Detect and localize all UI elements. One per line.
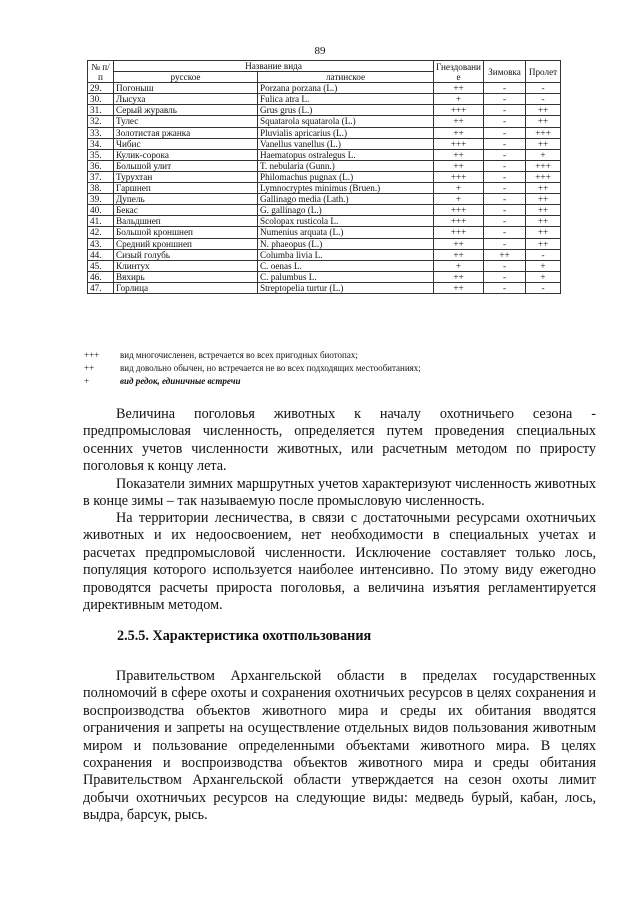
- latin-name: Porzana porzana (L.): [258, 83, 434, 94]
- wintering-status: -: [484, 160, 526, 171]
- wintering-status: -: [484, 227, 526, 238]
- latin-name: Pluvialis apricarius (L.): [258, 127, 434, 138]
- russian-name: Вяхирь: [114, 271, 258, 282]
- wintering-status: -: [484, 105, 526, 116]
- wintering-status: -: [484, 116, 526, 127]
- row-number: 40.: [88, 205, 114, 216]
- migration-status: -: [526, 83, 561, 94]
- legend-row: [84, 362, 421, 375]
- russian-name: Чибис: [114, 138, 258, 149]
- latin-name: Fulica atra L.: [258, 94, 434, 105]
- russian-name: Вальдшнеп: [114, 216, 258, 227]
- nesting-status: ++: [434, 160, 484, 171]
- table-row: [88, 116, 561, 127]
- latin-name: G. gallinago (L.): [258, 205, 434, 216]
- row-number: 45.: [88, 260, 114, 271]
- nesting-status: +: [434, 260, 484, 271]
- table-row: [88, 260, 561, 271]
- nesting-status: +++: [434, 171, 484, 182]
- table-row: [88, 249, 561, 260]
- legend-text: вид довольно обычен, но встречается не во всех подходящих местообитаниях;: [120, 363, 421, 373]
- wintering-status: -: [484, 138, 526, 149]
- migration-status: +++: [526, 127, 561, 138]
- russian-name: Большой кроншнеп: [114, 227, 258, 238]
- wintering-status: -: [484, 149, 526, 160]
- header-russian: русское: [114, 72, 258, 83]
- legend-symbol: +++: [84, 350, 100, 360]
- wintering-status: -: [484, 216, 526, 227]
- header-species: Название вида: [114, 61, 434, 72]
- table-row: [88, 183, 561, 194]
- section-heading: 2.5.5. Характеристика охотпользования: [117, 628, 372, 644]
- migration-status: ++: [526, 238, 561, 249]
- header-num: № п/п: [88, 61, 114, 83]
- row-number: 38.: [88, 183, 114, 194]
- table-row: [88, 194, 561, 205]
- header-nesting: Гнездование: [434, 61, 484, 83]
- table-row: [88, 216, 561, 227]
- header-wintering: Зимовка: [484, 61, 526, 83]
- latin-name: N. phaeopus (L.): [258, 238, 434, 249]
- migration-status: +++: [526, 171, 561, 182]
- table-row: [88, 205, 561, 216]
- nesting-status: +: [434, 194, 484, 205]
- row-number: 31.: [88, 105, 114, 116]
- wintering-status: -: [484, 205, 526, 216]
- row-number: 43.: [88, 238, 114, 249]
- russian-name: Погоныш: [114, 83, 258, 94]
- wintering-status: ++: [484, 249, 526, 260]
- legend-row: [84, 349, 421, 362]
- paragraph-forestry: На территории лесничества, в связи с достаточными ресурсами охотничьих животных и их недоосвоением, нет необходимости в специальных учетах и расчетах предпромысловой численности. Исключение составляет только лось, популяция которого используется наиболее интенсивно. По этому виду ежегодно проводятся расчеты прироста поголовья, а величина изъятия регламентируется директивным методом.: [83, 510, 596, 614]
- wintering-status: -: [484, 282, 526, 293]
- row-number: 41.: [88, 216, 114, 227]
- header-migration: Пролет: [526, 61, 561, 83]
- table-body: [88, 83, 561, 294]
- nesting-status: ++: [434, 116, 484, 127]
- nesting-status: ++: [434, 149, 484, 160]
- legend-text: вид редок, единичные встречи: [120, 376, 241, 386]
- wintering-status: -: [484, 194, 526, 205]
- table-row: [88, 160, 561, 171]
- row-number: 33.: [88, 127, 114, 138]
- russian-name: Гаршнеп: [114, 183, 258, 194]
- migration-status: ++: [526, 227, 561, 238]
- wintering-status: -: [484, 83, 526, 94]
- latin-name: C. palumbus L.: [258, 271, 434, 282]
- legend: [84, 349, 421, 388]
- latin-name: Grus grus (L.): [258, 105, 434, 116]
- nesting-status: ++: [434, 282, 484, 293]
- legend-symbol: ++: [84, 363, 95, 373]
- latin-name: Numenius arquata (L.): [258, 227, 434, 238]
- latin-name: Gallinago media (Lath.): [258, 194, 434, 205]
- nesting-status: +++: [434, 105, 484, 116]
- table-row: [88, 149, 561, 160]
- latin-name: Haematopus ostralegus L.: [258, 149, 434, 160]
- latin-name: Scolopax rusticola L.: [258, 216, 434, 227]
- nesting-status: +++: [434, 138, 484, 149]
- wintering-status: -: [484, 171, 526, 182]
- nesting-status: ++: [434, 238, 484, 249]
- migration-status: +: [526, 260, 561, 271]
- latin-name: Squatarola squatarola (L.): [258, 116, 434, 127]
- russian-name: Клинтух: [114, 260, 258, 271]
- russian-name: Большой улит: [114, 160, 258, 171]
- migration-status: ++: [526, 205, 561, 216]
- paragraph-winter-counts: Показатели зимних маршрутных учетов характеризуют численность животных в конце зимы – так называемую после промысловую численность.: [83, 476, 596, 510]
- table-row: [88, 105, 561, 116]
- latin-name: Streptopelia turtur (L.): [258, 282, 434, 293]
- wintering-status: -: [484, 260, 526, 271]
- migration-status: -: [526, 249, 561, 260]
- row-number: 29.: [88, 83, 114, 94]
- wintering-status: -: [484, 183, 526, 194]
- latin-name: Columba livia L.: [258, 249, 434, 260]
- migration-status: ++: [526, 194, 561, 205]
- russian-name: Сизый голубь: [114, 249, 258, 260]
- row-number: 39.: [88, 194, 114, 205]
- russian-name: Турухтан: [114, 171, 258, 182]
- table-row: [88, 138, 561, 149]
- russian-name: Горлица: [114, 282, 258, 293]
- migration-status: ++: [526, 183, 561, 194]
- migration-status: +++: [526, 160, 561, 171]
- russian-name: Золотистая ржанка: [114, 127, 258, 138]
- nesting-status: ++: [434, 83, 484, 94]
- nesting-status: +: [434, 94, 484, 105]
- migration-status: -: [526, 94, 561, 105]
- nesting-status: +++: [434, 227, 484, 238]
- row-number: 34.: [88, 138, 114, 149]
- row-number: 35.: [88, 149, 114, 160]
- table-row: [88, 282, 561, 293]
- row-number: 32.: [88, 116, 114, 127]
- russian-name: Тулес: [114, 116, 258, 127]
- wintering-status: -: [484, 94, 526, 105]
- latin-name: Vanellus vanellus (L.): [258, 138, 434, 149]
- table-row: [88, 171, 561, 182]
- migration-status: ++: [526, 116, 561, 127]
- russian-name: Дупель: [114, 194, 258, 205]
- migration-status: ++: [526, 216, 561, 227]
- row-number: 44.: [88, 249, 114, 260]
- table-row: [88, 94, 561, 105]
- row-number: 46.: [88, 271, 114, 282]
- table-row: [88, 127, 561, 138]
- row-number: 30.: [88, 94, 114, 105]
- table-row: [88, 83, 561, 94]
- table-row: [88, 271, 561, 282]
- russian-name: Средний кроншнеп: [114, 238, 258, 249]
- migration-status: ++: [526, 138, 561, 149]
- russian-name: Лысуха: [114, 94, 258, 105]
- row-number: 42.: [88, 227, 114, 238]
- migration-status: ++: [526, 105, 561, 116]
- nesting-status: +: [434, 183, 484, 194]
- nesting-status: ++: [434, 127, 484, 138]
- latin-name: T. nebularia (Gunn.): [258, 160, 434, 171]
- paragraph-preharvest: Величина поголовья животных к началу охотничьего сезона - предпромысловая численность, определяется путем проведения специальных осенних учетов численности животных, или расчетным методом по приросту поголовья к концу лета.: [83, 406, 596, 475]
- latin-name: Philomachus pugnax (L.): [258, 171, 434, 182]
- legend-symbol: +: [84, 376, 90, 386]
- row-number: 37.: [88, 171, 114, 182]
- row-number: 36.: [88, 160, 114, 171]
- latin-name: C. oenas L.: [258, 260, 434, 271]
- table-row: [88, 227, 561, 238]
- header-latin: латинское: [258, 72, 434, 83]
- table-row: [88, 238, 561, 249]
- latin-name: Lymnocryptes minimus (Bruen.): [258, 183, 434, 194]
- legend-text: вид многочисленен, встречается во всех пригодных биотопах;: [120, 350, 358, 360]
- paragraph-regulations: Правительством Архангельской области в пределах государственных полномочий в сфере охоты и сохранения охотничьих ресурсов в целях сохранения и воспроизводства объектов животного мира и среды их обитания вводятся ограничения и запреты на осуществление отдельных видов пользования животным миром и пользование определенными объектами животного мира. В целях сохранения и воспроизводства объектов животного мира и среды обитания Правительством Архангельской области утверждается на сезон охоты лимит добычи охотничьих ресурсов на следующие виды: медведь бурый, кабан, лось, выдра, барсук, рысь.: [83, 668, 596, 824]
- row-number: 47.: [88, 282, 114, 293]
- russian-name: Бекас: [114, 205, 258, 216]
- nesting-status: +++: [434, 205, 484, 216]
- nesting-status: +++: [434, 216, 484, 227]
- russian-name: Серый журавль: [114, 105, 258, 116]
- wintering-status: -: [484, 127, 526, 138]
- russian-name: Кулик-сорока: [114, 149, 258, 160]
- page-number: 89: [314, 45, 326, 57]
- migration-status: +: [526, 271, 561, 282]
- legend-row: [84, 375, 421, 388]
- nesting-status: ++: [434, 271, 484, 282]
- species-table: [87, 60, 561, 294]
- nesting-status: ++: [434, 249, 484, 260]
- migration-status: +: [526, 149, 561, 160]
- migration-status: -: [526, 282, 561, 293]
- wintering-status: -: [484, 238, 526, 249]
- wintering-status: -: [484, 271, 526, 282]
